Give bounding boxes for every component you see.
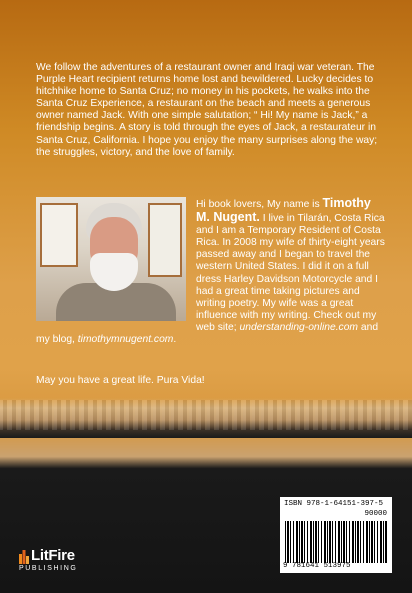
publisher-logo — [19, 546, 99, 574]
author-bio — [36, 197, 388, 346]
sand-texture — [0, 400, 412, 430]
publisher-brand: LitFire — [31, 547, 75, 564]
price-code: 90000 — [364, 510, 387, 518]
closing-line: May you have a great life. Pura Vida! — [36, 375, 205, 386]
ean-number: 9 781641 513975 — [283, 562, 351, 570]
author-name: Timothy M. Nugent. — [196, 196, 371, 225]
blog-link: timothymnugent.com — [77, 334, 174, 346]
isbn-barcode — [280, 497, 392, 573]
flame-icon — [19, 550, 29, 564]
bio-and: and my blog, — [36, 321, 379, 346]
website-link: understanding-online.com — [239, 321, 359, 333]
publisher-sub: PUBLISHING — [19, 565, 78, 572]
photo-spacer — [36, 197, 186, 321]
bio-body: I live in Tilarán, Costa Rica and I am a Temporary Resident of Costa Rica. In 2008 my wife of thirty-eight years passed away and I began to travel the western United States. I did it on a full dress Harley Davidson Motorcycle and I had a great time taking pictures and writing poetry. My wife was a great influence with my writing. Check out my web site; — [196, 213, 385, 333]
bio-end: . — [173, 334, 177, 346]
bio-intro: Hi book lovers, My name is — [196, 199, 320, 210]
isbn-text: ISBN 978-1-64151-397-5 — [284, 500, 384, 508]
barcode-bars — [285, 521, 387, 563]
synopsis-text: We follow the adventures of a restaurant owner and Iraqi war veteran. The Purple Heart recipient returns home lost and bewildered. Lucky decides to hitchhike home to Santa Cruz; no money in his pockets, he walks into the Santa Cruz Experience, a restaurant on the beach and meets a generous owner named Jack. With one simple salutation; “ Hi! My name is Jack,” a friendship begins. A story is told through the eyes of Jack, a restaurateur in Santa Cruz, California. I hope you enjoy the many surprises along the way; the struggles, victory, and the love of family. — [36, 62, 378, 158]
